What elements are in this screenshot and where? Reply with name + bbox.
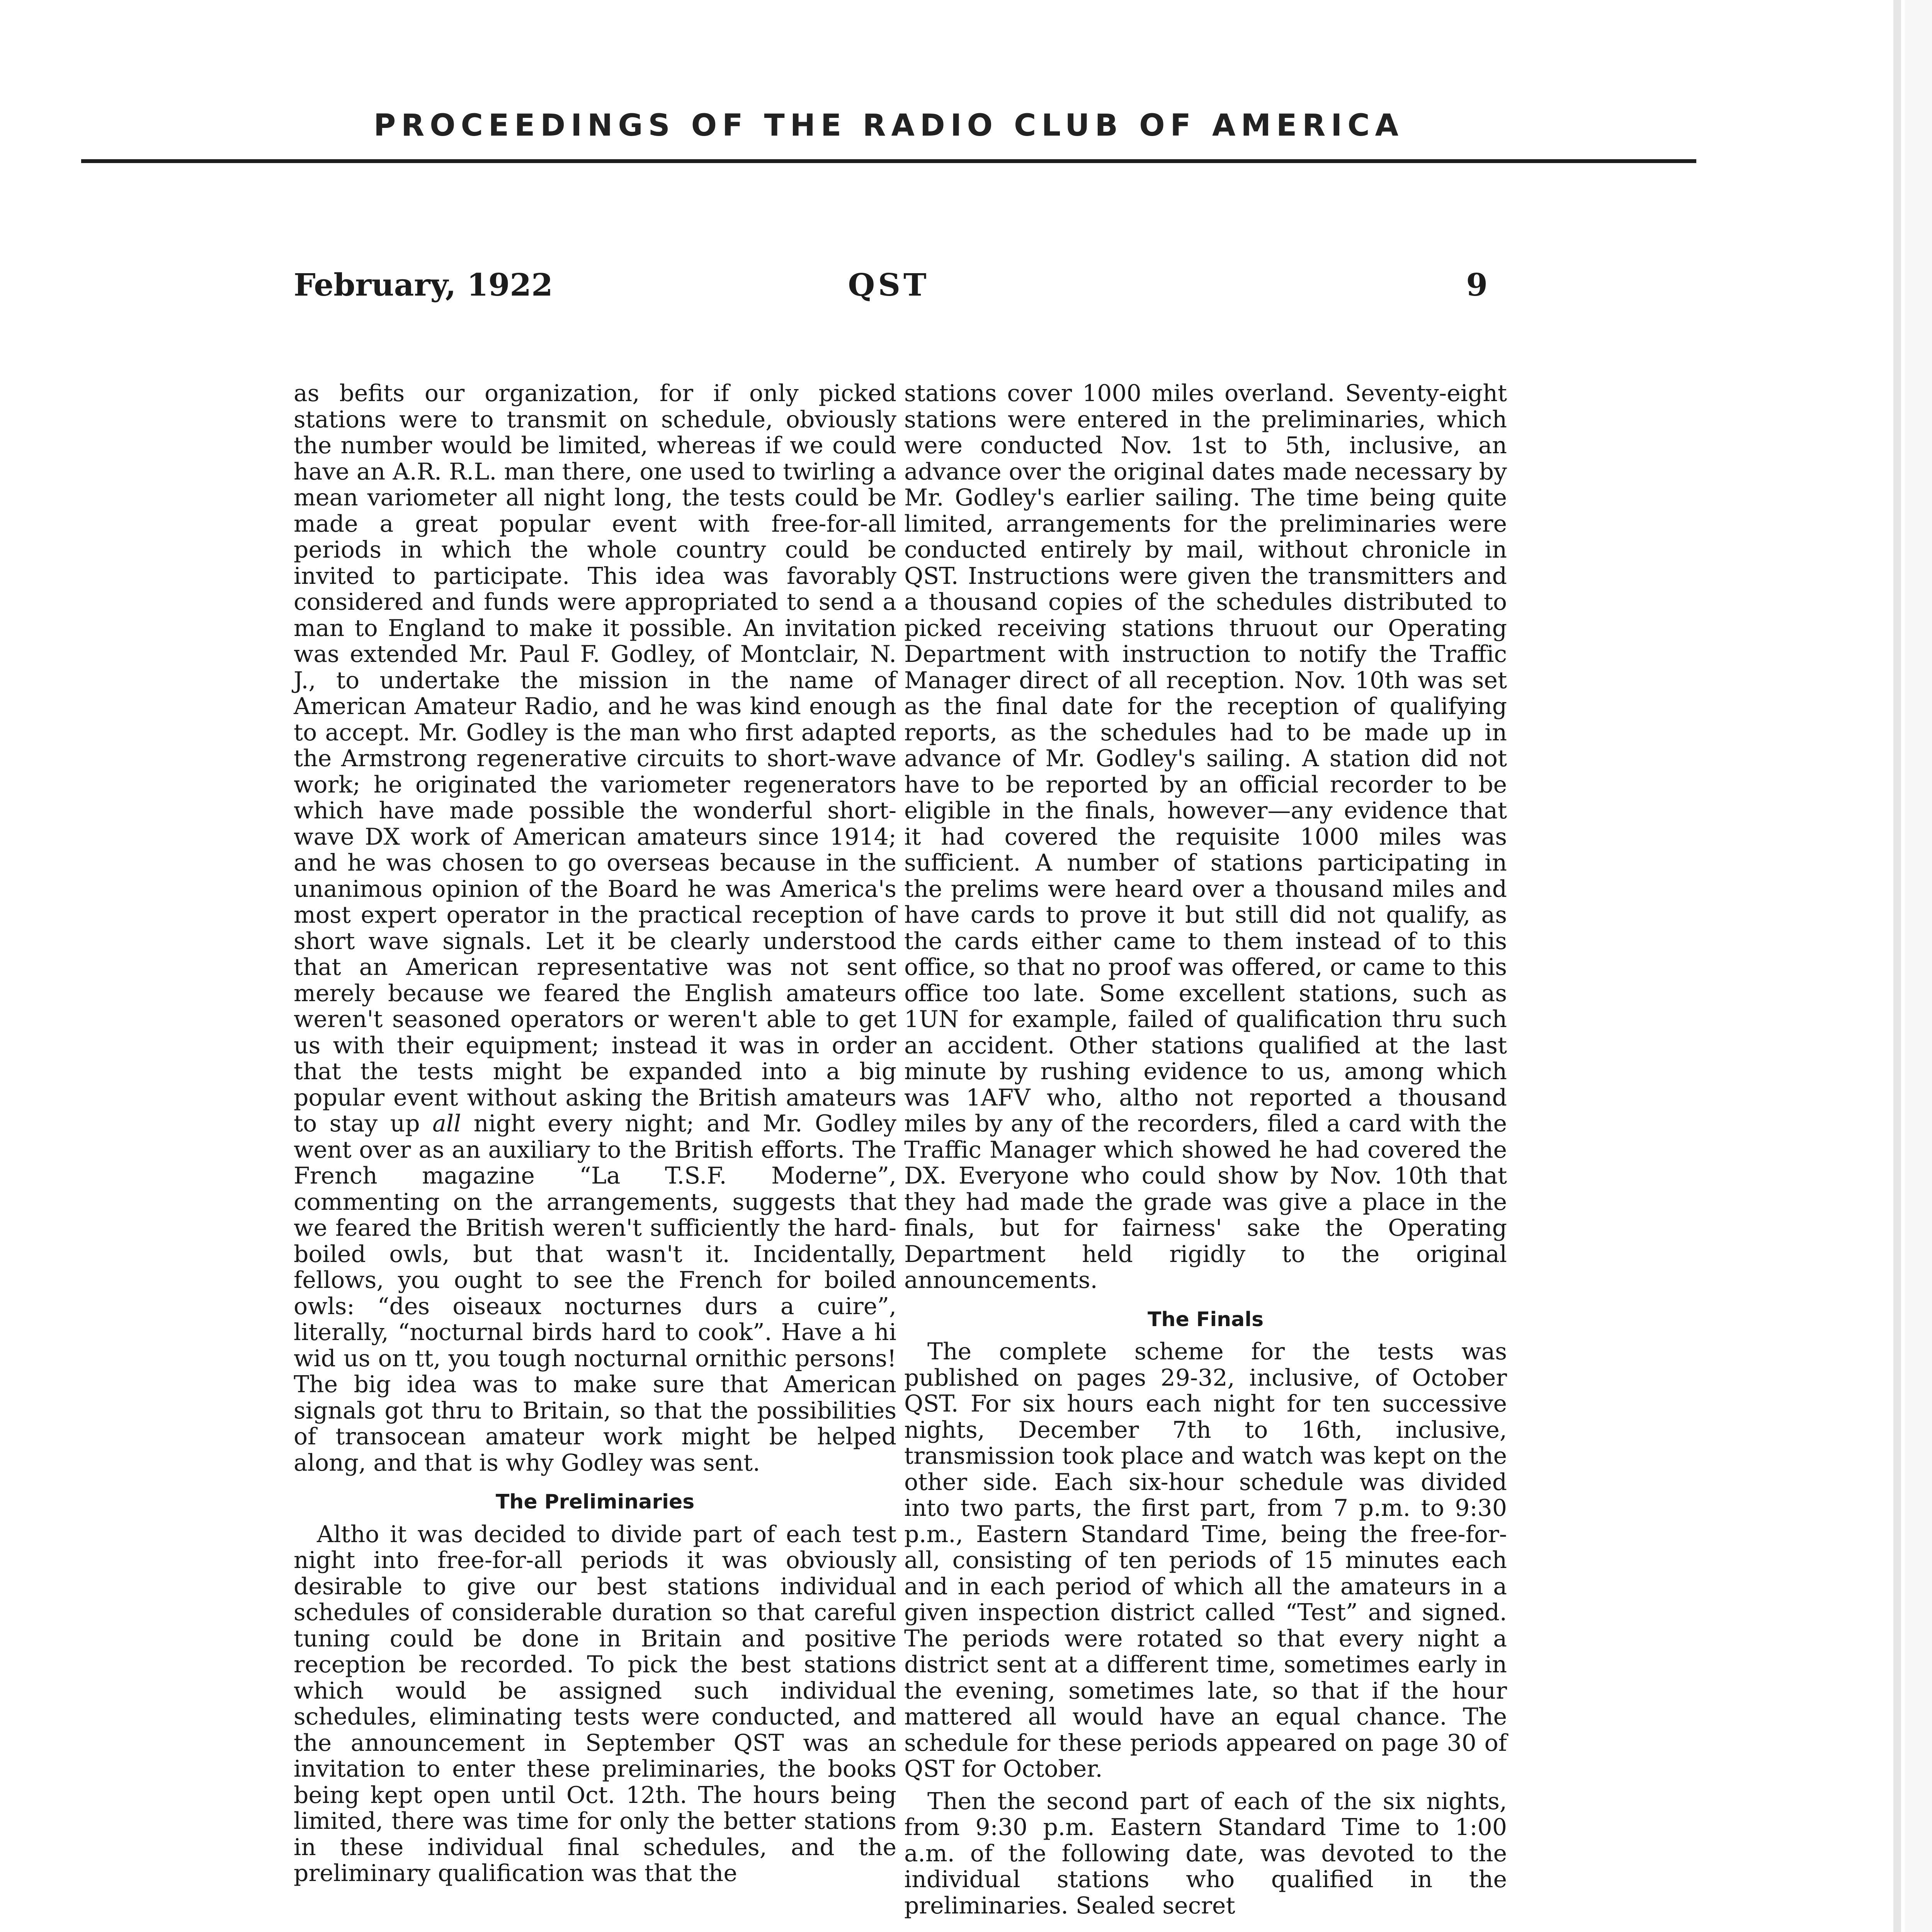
left-paragraph-1-text: as befits our organization, for if only picked stations were to transmit on schedule, obviously the number would be limited, whereas if we could have an A.R. R.L. man there, one used to twirling a mean variometer all night long, the tests could be made a great popular event with free-for-all periods in which the whole country could be invited to participate. This idea was favorably considered and funds were appropriated to send a man to England to make it possible. An invitation was extended Mr. Paul F. Godley, of Montclair, N. J., to undertake the mission in the name of American Amateur Radio, and he was kind enough to accept. Mr. Godley is the man who first adapted the Armstrong regenerative circuits to short-wave work; he originated the variometer regenerators which have made possible the wonderful short-wave DX work of American amateurs since 1914; and he was chosen to go overseas because in the unanimous opinion of the Board he was America's most expert operator in the practical reception of short wave signals. Let it be clearly understood that an American representative was not sent merely because we feared the English amateurs weren't seasoned operators or weren't able to get us with their equipment; instead it was in order that the tests might be expanded into a big popular event without asking the British amateurs to stay up — [294, 380, 896, 1137]
page-edge-shadow — [1893, 0, 1901, 1932]
right-paragraph-1: stations cover 1000 miles overland. Seventy-eight stations were entered in the preliminaries, which were conducted Nov. 1st to 5th, inclusive, an advance over the original dates made necessary by Mr. Godley's earlier sailing. The time being quite limited, arrangements for the preliminaries were conducted entirely by mail, without chronicle in QST. Instructions were given the transmitters and a thousand copies of the schedules distributed to picked receiving stations thruout our Operating Department with instruction to notify the Traffic Manager direct of all reception. Nov. 10th was set as the final date for the reception of qualifying reports, as the schedules had to be made up in advance of Mr. Godley's sailing. A station did not have to be reported by an official recorder to be eligible in the finals, however—any evidence that it had covered the requisite 1000 miles was sufficient. A number of stations participating in the prelims were heard over a thousand miles and have cards to prove it but still did not qualify, as the cards either came to them instead of to this office, so that no proof was offered, or came to this office too late. Some excellent stations, such as 1UN for example, failed of qualification thru such an accident. Other stations qualified at the last minute by rushing evidence to us, among which was 1AFV who, altho not reported a thousand miles by any of the recorders, filed a card with the Traffic Manager which showed he had covered the DX. Everyone who could show by Nov. 10th that they had made the grade was give a place in the finals, but for fairness' sake the Operating Department held rigidly to the original announcements. — [904, 380, 1507, 1294]
folio-page-number: 9 — [1466, 267, 1488, 303]
running-head: PROCEEDINGS OF THE RADIO CLUB OF AMERICA — [374, 108, 1404, 143]
section-heading-preliminaries: The Preliminaries — [495, 1490, 695, 1514]
left-paragraph-1 — [294, 381, 896, 1476]
left-paragraph-1-continuation: night every night; and Mr. Godley went over as an auxiliary to the British efforts. The French magazine “La T.S.F. Moderne”, commenting on the arrangements, suggests that we feared the British weren't sufficiently the hard-boiled owls, but that wasn't it. Incidentally, fellows, you ought to see the French for boiled owls: “des oiseaux nocturnes durs a cuire”, literally, “nocturnal birds hard to cook”. Have a hi wid us on tt, you tough nocturnal ornithic persons! The big idea was to make sure that American signals got thru to Britain, so that the possibilities of transocean amateur work might be helped along, and that is why Godley was sent. — [294, 1110, 897, 1476]
running-head-rule — [81, 159, 1696, 163]
right-column — [904, 381, 1507, 1919]
left-paragraph-1-emphasis: all — [432, 1110, 461, 1137]
right-paragraph-2: The complete scheme for the tests was published on pages 29-32, inclusive, of October QST. For six hours each night for ten successive nights, December 7th to 16th, inclusive, transmission took place and watch was kept on the other side. Each six-hour schedule was divided into two parts, the first part, from 7 p.m. to 9:30 p.m., Eastern Standard Time, being the free-for-all, consisting of ten periods of 15 minutes each and in each period of which all the amateurs in a given inspection district called “Test” and signed. The periods were rotated so that every night a district sent at a different time, sometimes early in the evening, sometimes late, so that if the hour mattered all would have an equal chance. The schedule for these periods appeared on page 30 of QST for October. — [904, 1338, 1507, 1782]
section-heading-finals: The Finals — [1147, 1308, 1264, 1331]
left-paragraph-2: Altho it was decided to divide part of each test night into free-for-all periods it was obviously desirable to give our best stations individual schedules of considerable duration so that careful tuning could be done in Britain and positive reception be recorded. To pick the best stations which would be assigned such individual schedules, eliminating tests were conducted, and the announcement in September QST was an invitation to enter these preliminaries, the books being kept open until Oct. 12th. The hours being limited, there was time for only the better stations in these individual final schedules, and the preliminary qualification was that the — [294, 1520, 896, 1887]
folio-date: February, 1922 — [294, 267, 553, 303]
left-column — [294, 381, 896, 1887]
folio-title: QST — [848, 267, 930, 303]
right-paragraph-3: Then the second part of each of the six nights, from 9:30 p.m. Eastern Standard Time to 1:00 a.m. of the following date, was devoted to the individual stations who qualified in the preliminaries. Sealed secret — [904, 1787, 1507, 1919]
page-edge-margin — [1905, 0, 1932, 1932]
